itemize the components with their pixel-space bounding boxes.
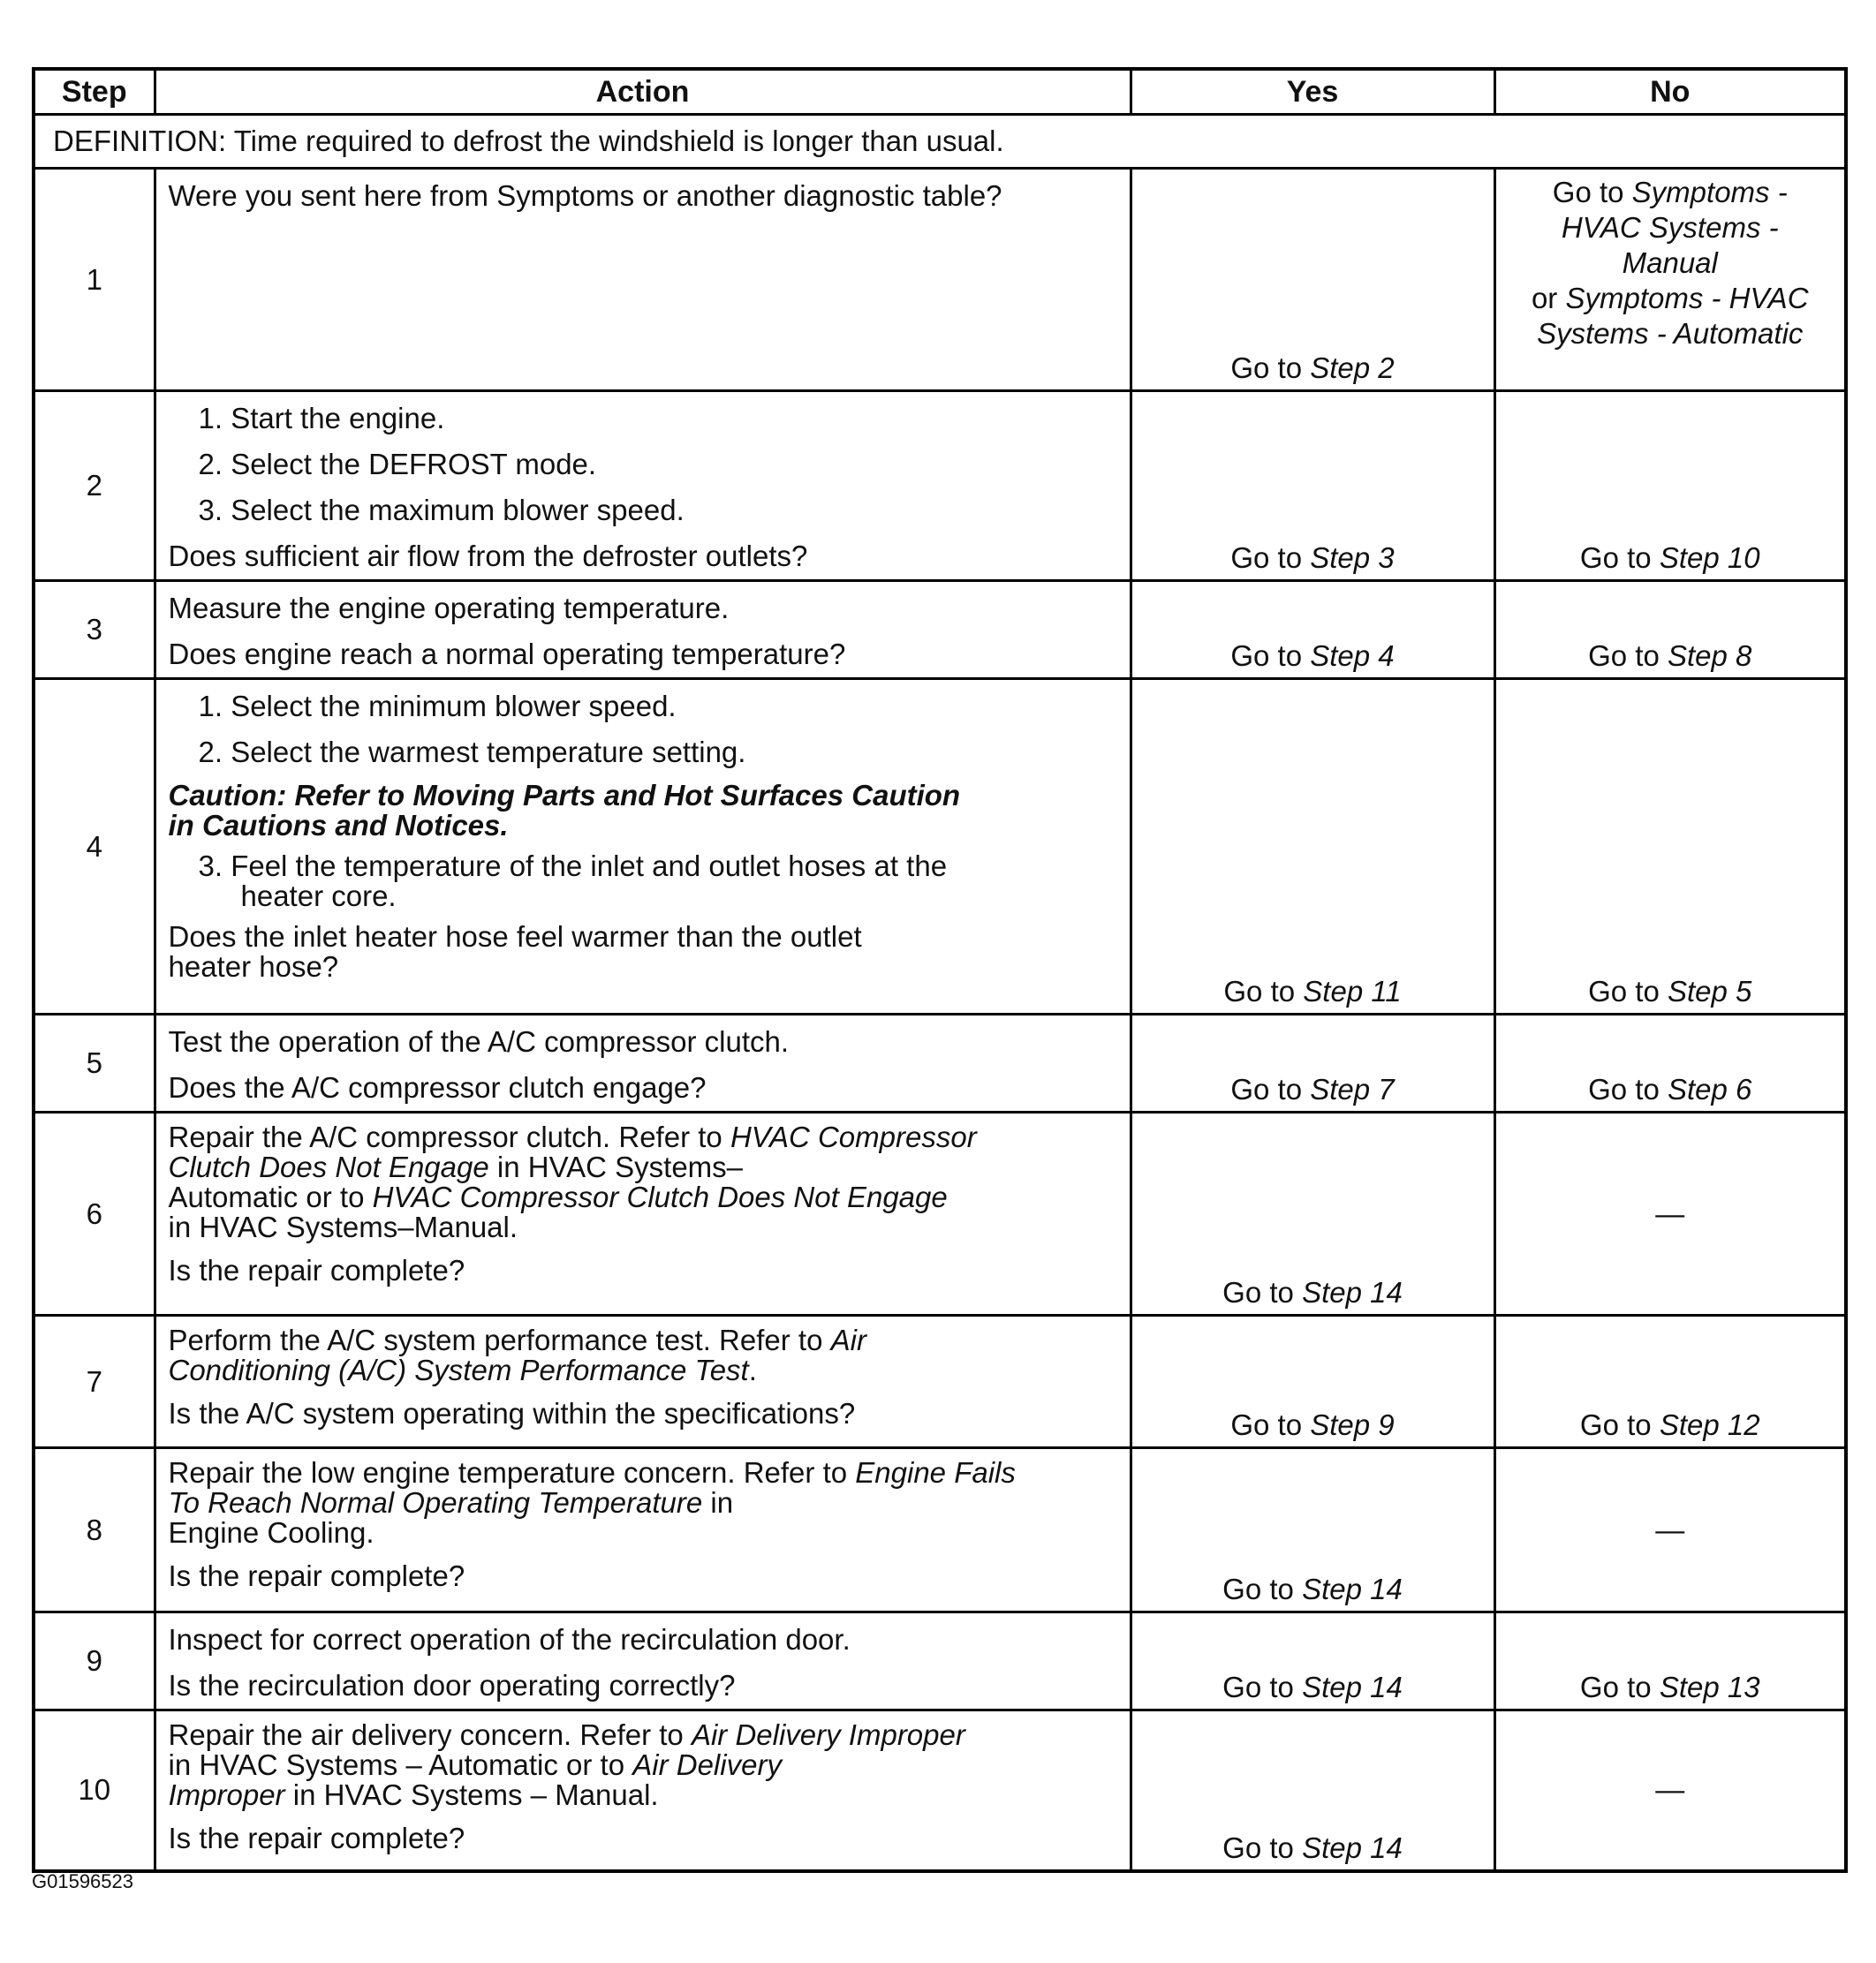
- yes-cell: [1131, 1015, 1494, 1113]
- goto-label: Go to: [1223, 975, 1296, 1008]
- yes-cell: [1131, 169, 1494, 391]
- reference-link[interactable]: Conditioning (A/C) System Performance Test: [168, 1354, 749, 1386]
- no-cell: [1494, 679, 1846, 1015]
- action-text: Inspect for correct operation of the recirculation door.: [168, 1623, 851, 1656]
- reference-link[interactable]: Air: [830, 1324, 866, 1356]
- action-text: Repair the air delivery concern. Refer to Air Delivery Improper in HVAC Systems – Automatic or to Air Delivery Improper in HVAC Systems – Manual.: [168, 1718, 965, 1811]
- goto-label: Go to: [1588, 975, 1660, 1008]
- reference-link[interactable]: Air Delivery: [632, 1748, 782, 1781]
- no-cell-empty: —: [1494, 1448, 1846, 1612]
- step-link[interactable]: Step 6: [1667, 1073, 1752, 1106]
- step-number: 9: [34, 1612, 155, 1710]
- table-row: [34, 581, 1846, 679]
- action-cell: [155, 1612, 1131, 1710]
- no-line-4: or Symptoms - HVAC: [1531, 282, 1809, 314]
- action-text: Measure the engine operating temperature.: [168, 592, 730, 624]
- reference-link[interactable]: HVAC Compressor: [730, 1121, 977, 1153]
- list-item: 3. Feel the temperature of the inlet and outlet hoses at the heater core.: [198, 849, 948, 912]
- question-text: Is the A/C system operating within the specifications?: [168, 1397, 856, 1430]
- goto-label: Go to: [1579, 541, 1652, 574]
- definition-row: [34, 115, 1846, 169]
- action-cell: [155, 169, 1131, 391]
- reference-link[interactable]: To Reach Normal Operating Temperature: [168, 1486, 703, 1519]
- question-text: Is the repair complete?: [168, 1822, 465, 1854]
- header-row: [34, 69, 1846, 115]
- reference-link[interactable]: Engine Fails: [855, 1456, 1016, 1489]
- question-text: Does the inlet heater hose feel warmer than the outlet heater hose?: [168, 920, 862, 983]
- symptom-link[interactable]: Systems - Automatic: [1537, 317, 1804, 350]
- goto-label: Go to: [1579, 1671, 1652, 1703]
- definition-text: DEFINITION: Time required to defrost the windshield is longer than usual.: [34, 115, 1846, 169]
- goto-label: Go to: [1222, 1276, 1294, 1309]
- diagnostic-table: [32, 67, 1848, 1873]
- question-text: Does the A/C compressor clutch engage?: [168, 1071, 707, 1104]
- list-item: 2. Select the DEFROST mode.: [198, 448, 597, 480]
- question-text: Is the repair complete?: [168, 1559, 465, 1592]
- goto-label: Go to: [1588, 639, 1660, 672]
- step-number: 3: [34, 581, 155, 679]
- goto-label: Go to: [1230, 1408, 1303, 1441]
- header-yes: Yes: [1131, 69, 1494, 115]
- action-cell: [155, 1448, 1131, 1612]
- goto-label: Go to: [1222, 1831, 1294, 1864]
- step-link[interactable]: Step 12: [1659, 1408, 1760, 1441]
- table-row: [34, 1710, 1846, 1871]
- diagnostic-table-container: [32, 67, 1844, 1873]
- no-cell: [1494, 391, 1846, 581]
- caution-note: Caution: Refer to Moving Parts and Hot Surfaces Caution in Cautions and Notices.: [168, 779, 961, 842]
- step-link[interactable]: Step 11: [1303, 975, 1402, 1008]
- table-row: [34, 169, 1846, 391]
- step-number: 1: [34, 169, 155, 391]
- action-cell: [155, 581, 1131, 679]
- table-row: [34, 679, 1846, 1015]
- step-link[interactable]: Step 5: [1667, 975, 1752, 1008]
- step-link[interactable]: Step 14: [1302, 1671, 1403, 1703]
- step-number: 8: [34, 1448, 155, 1612]
- reference-link[interactable]: Clutch Does Not Engage: [168, 1151, 489, 1183]
- reference-link[interactable]: Air Delivery Improper: [691, 1718, 965, 1751]
- question-text: Does engine reach a normal operating temperature?: [168, 638, 846, 670]
- table-row: [34, 1113, 1846, 1316]
- no-cell-empty: —: [1494, 1710, 1846, 1871]
- action-cell: [155, 1316, 1131, 1448]
- reference-link[interactable]: HVAC Compressor Clutch Does Not Engage: [372, 1181, 948, 1213]
- yes-cell: [1131, 1710, 1494, 1871]
- step-link[interactable]: Step 4: [1310, 639, 1395, 672]
- action-text: Perform the A/C system performance test. Refer to Air Conditioning (A/C) System Performance Test.: [168, 1324, 866, 1386]
- question-text: Were you sent here from Symptoms or another diagnostic table?: [168, 179, 1002, 212]
- yes-cell: [1131, 1448, 1494, 1612]
- table-row: [34, 391, 1846, 581]
- goto-label: Go to: [1579, 1408, 1652, 1441]
- no-cell: [1494, 169, 1846, 391]
- step-number: 4: [34, 679, 155, 1015]
- reference-link[interactable]: Improper: [168, 1778, 285, 1811]
- step-link[interactable]: Step 13: [1659, 1671, 1760, 1703]
- question-text: Is the repair complete?: [168, 1254, 465, 1287]
- goto-label: Go to: [1222, 1573, 1294, 1605]
- step-number: 10: [34, 1710, 155, 1871]
- action-cell: [155, 679, 1131, 1015]
- no-cell: [1494, 1612, 1846, 1710]
- header-step: Step: [34, 69, 155, 115]
- goto-label: Go to: [1230, 351, 1303, 384]
- step-number: 6: [34, 1113, 155, 1316]
- no-cell: [1494, 1316, 1846, 1448]
- goto-label: Go to: [1222, 1671, 1294, 1703]
- list-item: 1. Select the minimum blower speed.: [198, 690, 677, 722]
- step-link[interactable]: Step 14: [1302, 1831, 1403, 1864]
- list-item: 1. Start the engine.: [198, 402, 445, 434]
- symptom-link[interactable]: Symptoms - HVAC: [1565, 282, 1809, 314]
- yes-cell: [1131, 581, 1494, 679]
- step-link[interactable]: Step 2: [1310, 351, 1395, 384]
- goto-label: Go to: [1230, 639, 1303, 672]
- step-link[interactable]: Step 3: [1310, 541, 1395, 574]
- goto-label: Go to: [1230, 1073, 1303, 1106]
- step-link[interactable]: Step 14: [1302, 1573, 1403, 1605]
- list-item: 3. Select the maximum blower speed.: [198, 494, 685, 526]
- no-cell: [1494, 581, 1846, 679]
- table-row: [34, 1448, 1846, 1612]
- no-cell-empty: —: [1494, 1113, 1846, 1316]
- yes-cell: [1131, 1316, 1494, 1448]
- table-row: [34, 1612, 1846, 1710]
- no-line-1: Go to Symptoms -: [1552, 176, 1788, 208]
- step-link[interactable]: Step 14: [1302, 1276, 1403, 1309]
- step-link[interactable]: Step 10: [1659, 541, 1760, 574]
- action-text: Test the operation of the A/C compressor clutch.: [168, 1025, 790, 1058]
- action-cell: [155, 1113, 1131, 1316]
- step-number: 5: [34, 1015, 155, 1113]
- symptom-link[interactable]: HVAC Systems -: [1561, 211, 1779, 244]
- step-number: 2: [34, 391, 155, 581]
- action-text: Repair the A/C compressor clutch. Refer to HVAC Compressor Clutch Does Not Engage in HVAC Systems– Automatic or to HVAC Compressor Clutch Does Not Engage in HVAC Systems–Manual.: [168, 1121, 977, 1243]
- goto-label: Go to: [1230, 541, 1303, 574]
- table-row: [34, 1015, 1846, 1113]
- action-cell: [155, 1015, 1131, 1113]
- header-no: No: [1494, 69, 1846, 115]
- yes-cell: [1131, 1612, 1494, 1710]
- list-item: 2. Select the warmest temperature setting.: [198, 736, 746, 768]
- action-cell: [155, 391, 1131, 581]
- action-cell: [155, 1710, 1131, 1871]
- step-link[interactable]: Step 7: [1310, 1073, 1395, 1106]
- symptom-link[interactable]: Symptoms -: [1631, 176, 1788, 208]
- question-text: Is the recirculation door operating correctly?: [168, 1669, 736, 1702]
- question-text: Does sufficient air flow from the defroster outlets?: [168, 540, 808, 572]
- header-action: Action: [155, 69, 1131, 115]
- yes-cell: [1131, 1113, 1494, 1316]
- no-cell: [1494, 1015, 1846, 1113]
- yes-cell: [1131, 391, 1494, 581]
- figure-id: G01596523: [32, 1870, 133, 1892]
- table-row: [34, 1316, 1846, 1448]
- action-text: Repair the low engine temperature concern. Refer to Engine Fails To Reach Normal Operating Temperature in Engine Cooling.: [168, 1456, 1016, 1549]
- step-link[interactable]: Step 8: [1667, 639, 1752, 672]
- yes-cell: [1131, 679, 1494, 1015]
- symptom-link[interactable]: Manual: [1622, 246, 1718, 279]
- step-link[interactable]: Step 9: [1310, 1408, 1395, 1441]
- step-number: 7: [34, 1316, 155, 1448]
- goto-label: Go to: [1588, 1073, 1660, 1106]
